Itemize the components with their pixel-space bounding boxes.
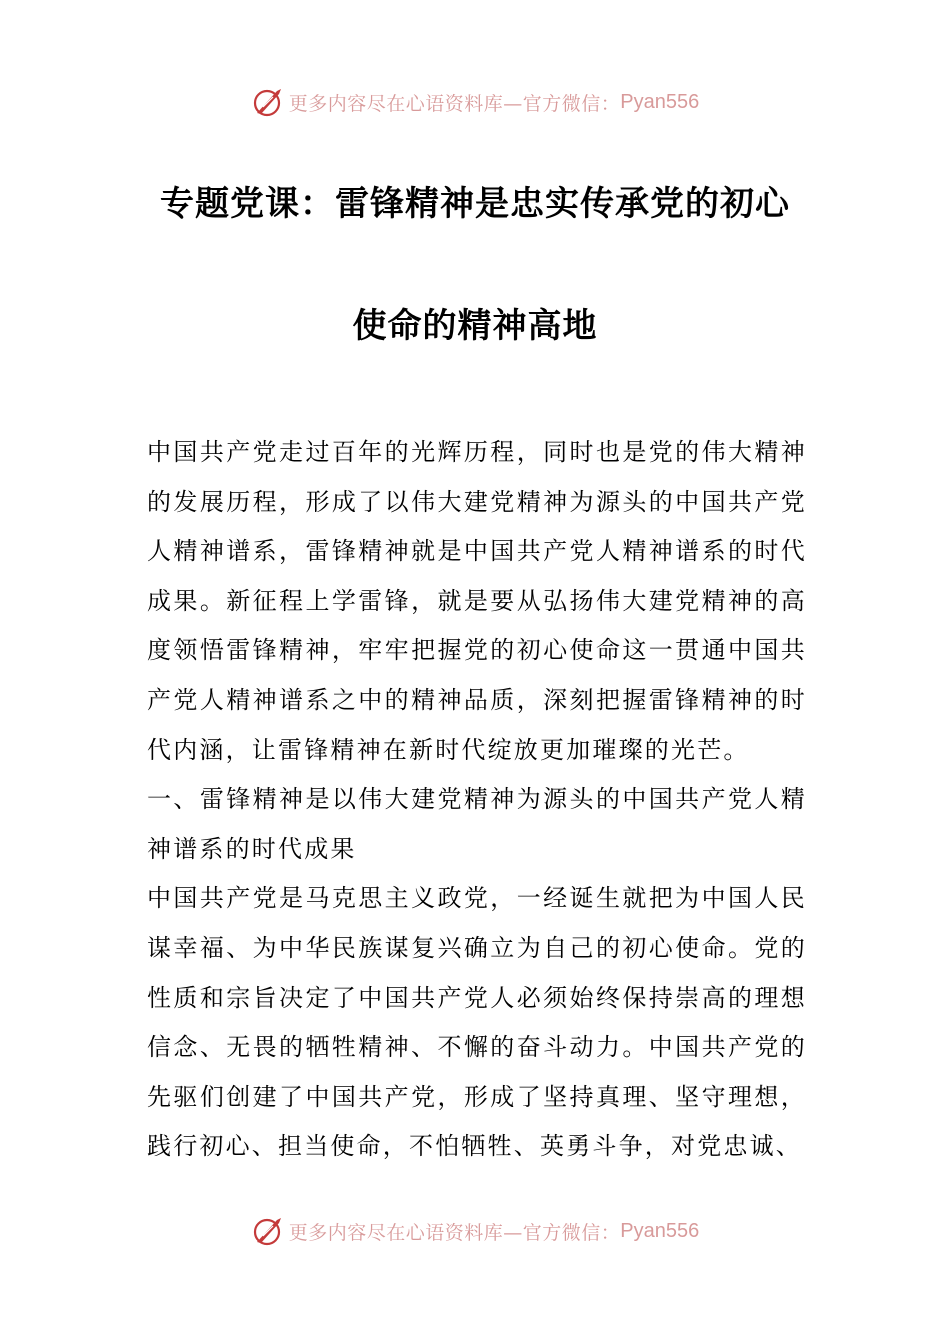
section-heading-1: 一、雷锋精神是以伟大建党精神为源头的中国共产党人精神谱系的时代成果	[147, 785, 807, 863]
paragraph-intro: 中国共产党走过百年的光辉历程，同时也是党的伟大精神的发展历程，形成了以伟大建党精神为源头的中国共产党人精神谱系，雷锋精神就是中国共产党人精神谱系的时代成果。新征程上学雷锋，就是要从弘扬伟大建党精神的高度领悟雷锋精神，牢牢把握党的初心使命这一贯通中国共产党人精神谱系之中的精神品质，深刻把握雷锋精神的时代内涵，让雷锋精神在新时代绽放更加璀璨的光芒。	[147, 438, 807, 764]
header-banner-content	[251, 85, 699, 119]
footer-banner-text: 更多内容尽在心语资料库—官方微信：	[288, 1221, 621, 1244]
footer-banner	[0, 1211, 950, 1251]
quill-logo-icon	[251, 85, 285, 119]
header-banner-text: 更多内容尽在心语资料库—官方微信：	[288, 92, 621, 115]
header-wechat-id: Pyan556	[620, 90, 700, 113]
page-title-line-1: 专题党课：雷锋精神是忠实传承党的初心	[160, 184, 790, 224]
quill-logo-icon	[251, 1214, 285, 1248]
footer-wechat-id: Pyan556	[620, 1219, 700, 1242]
page-title-line-2: 使命的精神高地	[352, 306, 598, 346]
footer-banner-content	[251, 1214, 699, 1248]
paragraph-section-1: 中国共产党是马克思主义政党，一经诞生就把为中国人民谋幸福、为中华民族谋复兴确立为自己的初心使命。党的性质和宗旨决定了中国共产党人必须始终保持崇高的理想信念、无畏的牺牲精神、不懈的奋斗动力。中国共产党的先驱们创建了中国共产党，形成了坚持真理、坚守理想，践行初心、担当使命，不怕牺牲、英勇斗争，对党忠诚、	[147, 884, 807, 1161]
header-banner	[0, 82, 950, 122]
document-body	[147, 428, 807, 1172]
